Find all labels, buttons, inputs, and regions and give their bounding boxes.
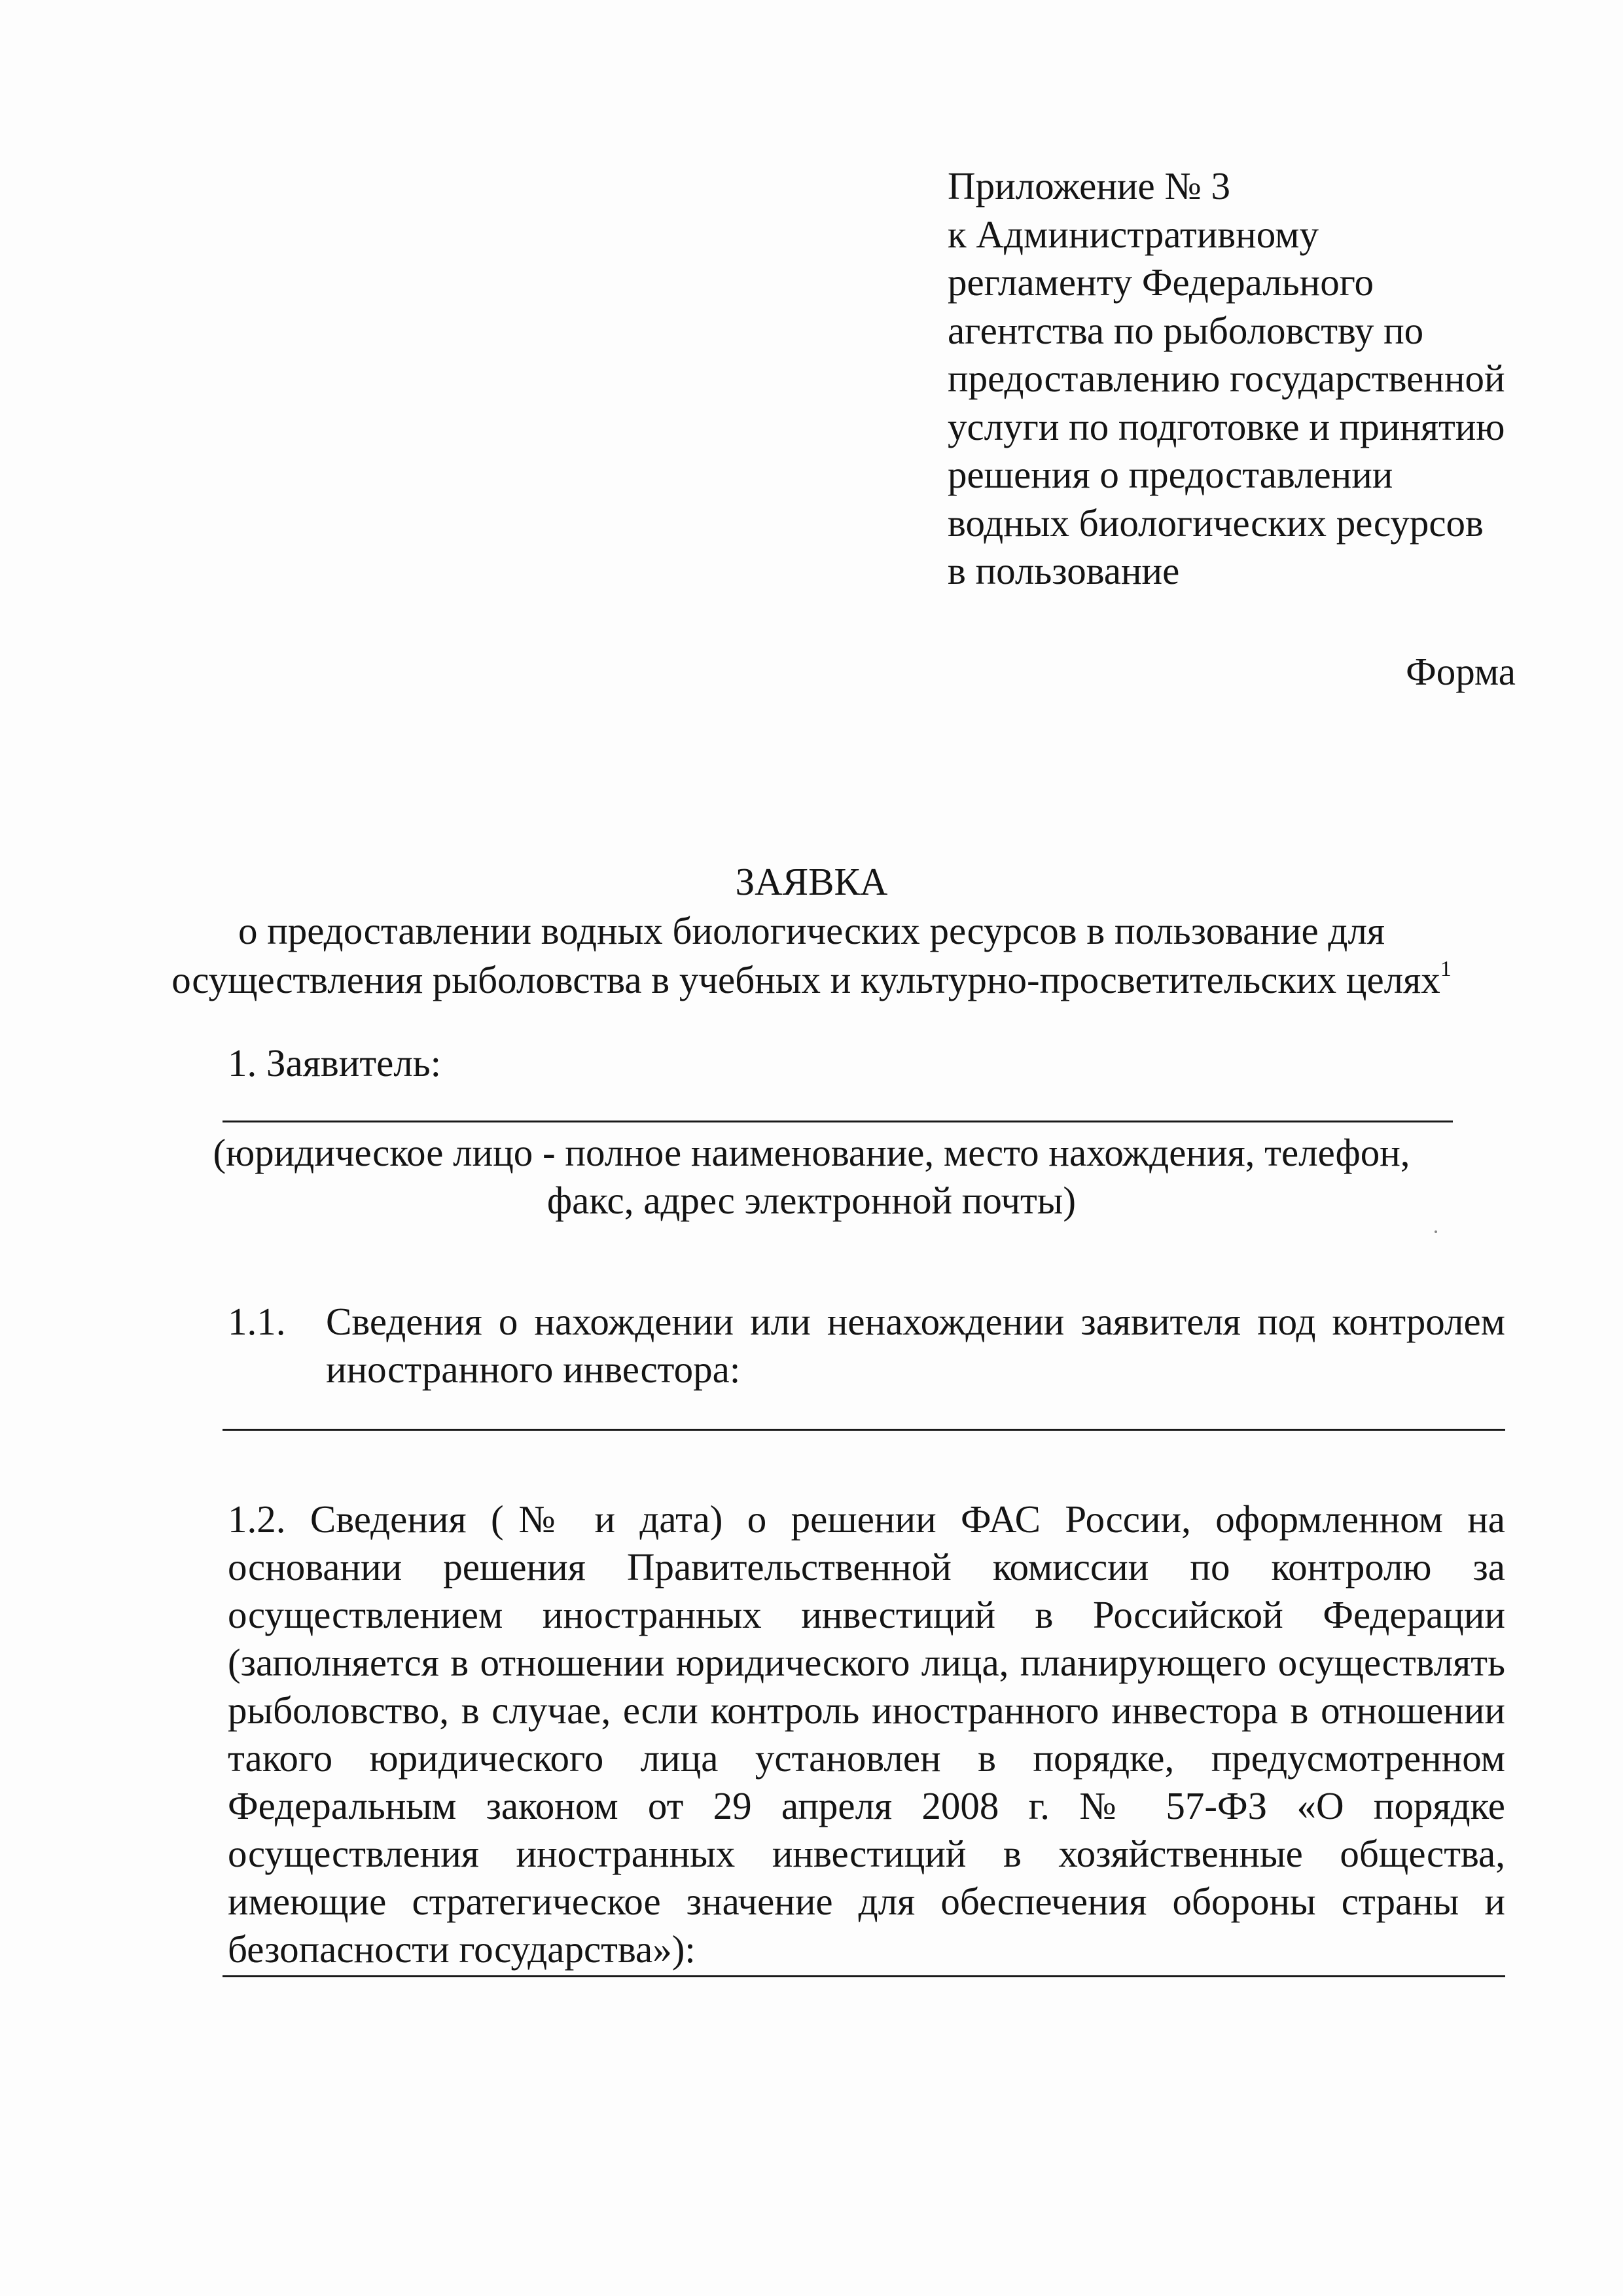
section-1-2-line: безопасности государства»): [228, 1928, 696, 1971]
section-1-1 [228, 1298, 1505, 1393]
annex-line: к Административному [948, 212, 1319, 256]
section-1-2-line: рыболовство, в случае, если контроль иностранного инвестора в отношении [228, 1689, 1505, 1732]
title-line-1: о предоставлении водных биологических ресурсов в пользование для [238, 909, 1385, 952]
form-label: Форма [1406, 650, 1516, 693]
scan-speck [1435, 1230, 1437, 1233]
section-1-1-text: Сведения о нахождении или ненахождении заявителя под контролем иностранного инвестора: [326, 1300, 1505, 1391]
section-1-1-number: 1.1. [228, 1300, 286, 1343]
title-line-2 [0, 956, 1623, 1005]
section-1-2-line: имеющие стратегическое значение для обеспечения обороны страны и [228, 1880, 1505, 1923]
footnote-mark: 1 [1440, 957, 1452, 981]
section-1-2-line: 1.2. Сведения (№ и дата) о решении ФАС России, оформленном на [228, 1498, 1505, 1541]
annex-line: решения о предоставлении [948, 453, 1393, 496]
section-1-2-line: осуществлением иностранных инвестиций в Российской Федерации [228, 1593, 1505, 1636]
applicant-fill-line[interactable] [223, 1121, 1453, 1122]
caption-line-2: факс, адрес электронной почты) [546, 1179, 1077, 1222]
section-1-2-line: такого юридического лица установлен в порядке, предусмотренном [228, 1736, 1505, 1780]
section-1-2-line: Федеральным законом от 29 апреля 2008 г. № 57-ФЗ «О порядке [228, 1784, 1505, 1827]
annex-line: регламенту Федерального [948, 260, 1374, 304]
title-heading: ЗАЯВКА [735, 860, 888, 903]
annex-line: водных биологических ресурсов [948, 501, 1484, 545]
caption-line-1: (юридическое лицо - полное наименование, место нахождения, телефон, [213, 1131, 1410, 1174]
annex-line: в пользование [948, 549, 1180, 592]
foreign-investor-fill-line[interactable] [223, 1429, 1505, 1431]
annex-line: услуги по подготовке и принятию [948, 404, 1505, 448]
annex-line: агентства по рыболовству по [948, 308, 1424, 352]
section-1-2-line: (заполняется в отношении юридического лица, планирующего осуществлять [228, 1641, 1505, 1684]
annex-line: Приложение № 3 [948, 164, 1230, 207]
section-1-label: 1. Заявитель: [228, 1041, 442, 1085]
section-1-2 [228, 1496, 1505, 1973]
section-1-2-line: основании решения Правительственной комиссии по контролю за [228, 1545, 1505, 1588]
fas-decision-fill-line[interactable] [223, 1975, 1505, 1977]
applicant-caption [0, 1129, 1623, 1225]
annex-line: предоставлению государственной [948, 357, 1505, 400]
title-line-2-text: осуществления рыболовства в учебных и культурно-просветительских целях [171, 958, 1440, 1001]
annex-header [948, 162, 1537, 596]
document-title [0, 857, 1623, 1005]
section-1-2-line: осуществления иностранных инвестиций в хозяйственные общества, [228, 1832, 1505, 1875]
